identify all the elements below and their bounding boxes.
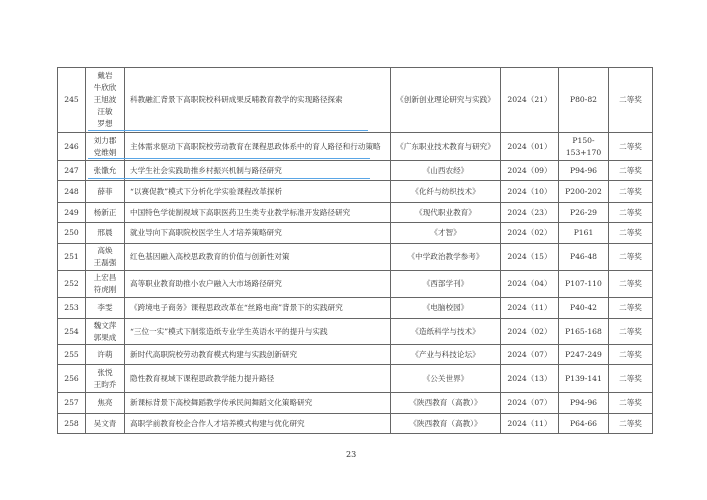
author-name: 张馓允 [93,165,117,175]
author-name: 上宏昌 [93,273,117,282]
cell-number: 250 [58,223,86,244]
cell-issue: 2024（07） [501,345,559,365]
cell-award: 二等奖 [609,271,653,298]
author-name: 牛欣欣 [93,83,117,92]
cell-journal: 《中学政治教学参考》 [391,244,501,271]
cell-award: 二等奖 [609,244,653,271]
author-name: 魏文萍 [93,320,117,330]
cell-pages: P150-153+170 [559,133,609,161]
cell-authors [86,345,125,365]
cell-issue: 2024（02） [501,319,559,345]
cell-issue: 2024（10） [501,181,559,203]
table-row [58,345,653,365]
cell-award: 二等奖 [609,393,653,414]
annotation-underline [88,178,370,179]
table-row [58,298,653,319]
author-name: 汪敏 [97,107,113,116]
cell-title: 大学生社会实践助推乡村振兴机制与路径研究 [125,161,391,181]
cell-title: 就业导向下高职院校医学生人才培养策略研究 [125,223,391,244]
cell-title: 《跨境电子商务》课程思政改革在“丝路电商”背景下的实践研究 [125,298,391,319]
table-row [58,319,653,345]
annotation-underline [88,130,368,131]
cell-award: 二等奖 [609,345,653,365]
cell-authors [86,181,125,203]
cell-authors [86,414,125,434]
cell-title: 高职学前教育校企合作人才培养模式构建与优化研究 [125,414,391,434]
table-row [58,223,653,244]
cell-pages: P64-66 [559,414,609,434]
author-name: 郭果成 [93,332,117,342]
author-name: 焦亮 [97,398,113,407]
cell-number: 251 [58,244,86,271]
author-name: 李雯 [97,303,113,312]
cell-pages: P139-141 [559,365,609,393]
author-name: 党维娟 [93,147,117,157]
cell-title: “三位一实”模式下制浆造纸专业学生英语水平的提升与实践 [125,319,391,345]
cell-issue: 2024（07） [501,393,559,414]
table-row [58,68,653,133]
cell-number: 245 [58,68,86,133]
table-row [58,203,653,223]
cell-award: 二等奖 [609,223,653,244]
cell-pages: P46-48 [559,244,609,271]
author-name: 许萌 [97,349,113,359]
author-name: 高焕 [97,246,113,255]
cell-number: 253 [58,298,86,319]
cell-award: 二等奖 [609,181,653,203]
cell-pages: P94-96 [559,393,609,414]
cell-title: 新课标背景下高校舞蹈教学传承民间舞蹈文化策略研究 [125,393,391,414]
cell-journal: 《才智》 [391,223,501,244]
table-row [58,393,653,414]
cell-title: 高等职业教育助推小农户融入大市场路径研究 [125,271,391,298]
cell-issue: 2024（04） [501,271,559,298]
cell-award: 二等奖 [609,365,653,393]
author-name: 符虎刚 [93,285,117,294]
annotation-underline [88,158,370,159]
cell-issue: 2024（21） [501,68,559,133]
table-row [58,181,653,203]
author-name: 张悦 [97,367,113,377]
cell-pages: P26-29 [559,203,609,223]
cell-number: 254 [58,319,86,345]
cell-award: 二等奖 [609,298,653,319]
cell-award: 二等奖 [609,161,653,181]
author-name: 王昀乔 [93,379,117,389]
cell-journal: 《化纤与纺织技术》 [391,181,501,203]
cell-issue: 2024（02） [501,223,559,244]
author-name: 王旭波 [93,95,117,104]
cell-journal: 《公关世界》 [391,365,501,393]
author-name: 吴文青 [93,418,117,428]
cell-issue: 2024（13） [501,365,559,393]
cell-number: 246 [58,133,86,161]
author-name: 戴岩 [97,71,113,80]
cell-pages: P165-168 [559,319,609,345]
cell-journal: 《陕西教育（高教）》 [391,393,501,414]
cell-journal: 《西部学刊》 [391,271,501,298]
cell-authors [86,223,125,244]
cell-number: 255 [58,345,86,365]
cell-issue: 2024（09） [501,161,559,181]
cell-title: 中国特色学徒制视域下高职医药卫生类专业教学标准开发路径研究 [125,203,391,223]
cell-number: 252 [58,271,86,298]
cell-title: 科教融汇背景下高职院校科研成果反哺教育教学的实现路径探索 [125,68,391,133]
cell-authors [86,393,125,414]
cell-number: 249 [58,203,86,223]
table-row [58,271,653,298]
cell-award: 二等奖 [609,203,653,223]
cell-authors [86,203,125,223]
cell-title: 隐性教育视域下课程思政教学能力提升路径 [125,365,391,393]
cell-pages: P200-202 [559,181,609,203]
cell-issue: 2024（01） [501,133,559,161]
page-number: 23 [346,450,357,459]
cell-number: 256 [58,365,86,393]
cell-journal: 《产业与科技论坛》 [391,345,501,365]
cell-pages: P80-82 [559,68,609,133]
cell-number: 258 [58,414,86,434]
cell-issue: 2024（11） [501,298,559,319]
cell-authors [86,365,125,393]
author-name: 薛菲 [97,186,113,196]
cell-authors [86,68,125,133]
author-name: 王磊强 [93,258,117,267]
cell-award: 二等奖 [609,133,653,161]
author-name: 刘力郡 [93,135,117,145]
awards-table [57,67,653,434]
cell-journal: 《造纸科学与技术》 [391,319,501,345]
cell-issue: 2024（11） [501,414,559,434]
cell-pages: P161 [559,223,609,244]
cell-journal: 《广东职业技术教育与研究》 [391,133,501,161]
cell-title: 红色基因融入高校思政教育的价值与创新性对策 [125,244,391,271]
author-name: 罗想 [97,119,113,128]
cell-authors [86,133,125,161]
cell-pages: P40-42 [559,298,609,319]
cell-pages: P247-249 [559,345,609,365]
cell-issue: 2024（15） [501,244,559,271]
cell-title: “以赛促教”模式下分析化学实验课程改革探析 [125,181,391,203]
cell-authors [86,298,125,319]
cell-journal: 《电脑校园》 [391,298,501,319]
cell-title: 主体需求驱动下高职院校劳动教育在课程思政体系中的育人路径和行动策略 [125,133,391,161]
cell-issue: 2024（23） [501,203,559,223]
cell-authors [86,244,125,271]
cell-pages: P107-110 [559,271,609,298]
cell-award: 二等奖 [609,414,653,434]
table-row [58,133,653,161]
table-row [58,365,653,393]
cell-number: 247 [58,161,86,181]
cell-authors [86,319,125,345]
table-row [58,414,653,434]
cell-award: 二等奖 [609,68,653,133]
cell-journal: 《陕西教育（高教）》 [391,414,501,434]
cell-title: 新时代高职院校劳动教育模式构建与实践创新研究 [125,345,391,365]
cell-journal: 《山西农经》 [391,161,501,181]
cell-number: 257 [58,393,86,414]
cell-pages: P94-96 [559,161,609,181]
author-name: 邢晨 [97,228,113,237]
author-name: 杨新正 [93,207,117,217]
cell-authors [86,271,125,298]
cell-journal: 《现代职业教育》 [391,203,501,223]
cell-journal: 《创新创业理论研究与实践》 [391,68,501,133]
table-row [58,244,653,271]
cell-number: 248 [58,181,86,203]
cell-award: 二等奖 [609,319,653,345]
